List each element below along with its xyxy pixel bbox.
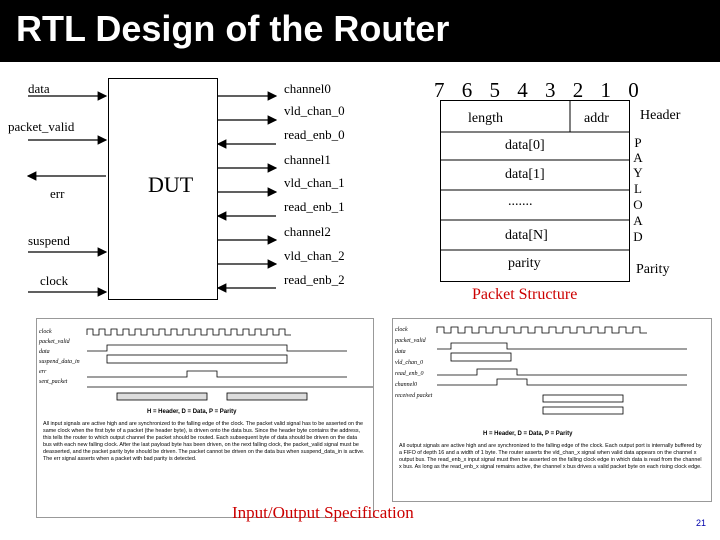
page-number: 21 xyxy=(695,518,706,528)
input-read-enb0-label: read_enb_0 xyxy=(284,127,345,142)
input-waveform-description: All input signals are active high and are synchronized to the falling edge of the clock. The packet valid signal has to be asserted on the same clock when the first byte of a packet (the header byte), is driven onto the data bus. Since the header byte contains the address, this tells the router to which output channel the packet should be routed. Each subsequent byte of data should be driven on the data bus with each new falling clock. After the last payload byte has been driven, on the next falling clock, the packet_valid signal must be deasserted, and the packet parity byte should be driven. The packet cannot be driven on the data bus when suspend_data_in is active. The err signal asserts when a packet with bad parity is detected. xyxy=(43,421,365,462)
wave-signal-label: read_enb_0 xyxy=(395,371,424,377)
input-data-label: data xyxy=(28,81,50,96)
output-waveform-description: All output signals are active high and are synchronized to the falling edge of the clock. Each output port is internally buffered by a FIFO of depth 16 and a width of 1 byte. The router asserts the vld_chan_x signal when valid data appears on the channel x output bus. The read_enb_x input signal must then be asserted on the falling clock edge in which data is read from the channel x bus. As long as the read_enb_x signal remains active, the channel x bus drives a valid packet byte on each rising clock edge. xyxy=(399,443,702,470)
payload-letter: O xyxy=(633,197,643,212)
output-waveform-image xyxy=(392,318,712,502)
packet-data0: data[0] xyxy=(505,138,545,153)
packet-structure-box xyxy=(440,100,630,282)
wave-signal-label: received packet xyxy=(395,393,433,399)
wave-signal-label: packet_valid xyxy=(39,339,70,345)
payload-letter: Y xyxy=(633,165,643,180)
dut-label: DUT xyxy=(148,172,194,197)
packet-data1: data[1] xyxy=(505,167,545,182)
packet-parity: parity xyxy=(508,256,541,271)
input-waveform-graphic xyxy=(37,319,373,517)
wave-signal-label: suspend_data_in xyxy=(39,359,80,365)
output-vld-chan1-label: vld_chan_1 xyxy=(284,175,345,190)
wave-signal-label: vld_chan_0 xyxy=(395,360,423,366)
output-channel1-label: channel1 xyxy=(284,152,331,167)
payload-letter: P xyxy=(634,135,642,150)
output-err-label: err xyxy=(50,186,65,201)
input-clock-label: clock xyxy=(40,273,69,288)
wave-signal-label: data xyxy=(39,349,50,355)
input-waveform-legend: H = Header, D = Data, P = Parity xyxy=(147,409,237,415)
payload-letter: D xyxy=(633,229,643,244)
payload-letter: A xyxy=(633,150,643,165)
bit-numbers: 7 6 5 4 3 2 1 0 xyxy=(434,78,645,102)
packet-length: length xyxy=(468,111,503,126)
wave-signal-label: packet_valid xyxy=(395,338,426,344)
output-channel0-label: channel0 xyxy=(284,81,331,96)
output-channel2-label: channel2 xyxy=(284,224,331,239)
input-read-enb1-label: read_enb_1 xyxy=(284,199,345,214)
output-waveform-graphic xyxy=(393,319,711,501)
header-label: Header xyxy=(640,108,681,123)
payload-letter: L xyxy=(634,181,642,196)
parity-label: Parity xyxy=(636,262,670,277)
wave-signal-label: clock xyxy=(39,329,52,335)
payload-letter: A xyxy=(633,213,643,228)
packet-ellipsis: ....... xyxy=(508,194,533,209)
packet-structure-caption: Packet Structure xyxy=(472,286,578,303)
wave-signal-label: clock xyxy=(395,327,408,333)
packet-addr: addr xyxy=(584,111,609,126)
input-read-enb2-label: read_enb_2 xyxy=(284,272,345,287)
page-title: RTL Design of the Router xyxy=(16,8,450,49)
input-packet-valid-label: packet_valid xyxy=(8,119,75,134)
io-spec-caption: Input/Output Specification xyxy=(232,503,414,522)
packet-dataN: data[N] xyxy=(505,228,548,243)
input-waveform-image xyxy=(36,318,374,518)
output-vld-chan2-label: vld_chan_2 xyxy=(284,248,345,263)
wave-signal-label: err xyxy=(39,369,47,375)
output-waveform-legend: H = Header, D = Data, P = Parity xyxy=(483,431,573,437)
wave-signal-label: sent_packet xyxy=(39,379,68,385)
wave-signal-label: channel0 xyxy=(395,382,417,388)
output-vld-chan0-label: vld_chan_0 xyxy=(284,103,345,118)
wave-signal-label: data xyxy=(395,349,406,355)
input-suspend-label: suspend xyxy=(28,233,70,248)
